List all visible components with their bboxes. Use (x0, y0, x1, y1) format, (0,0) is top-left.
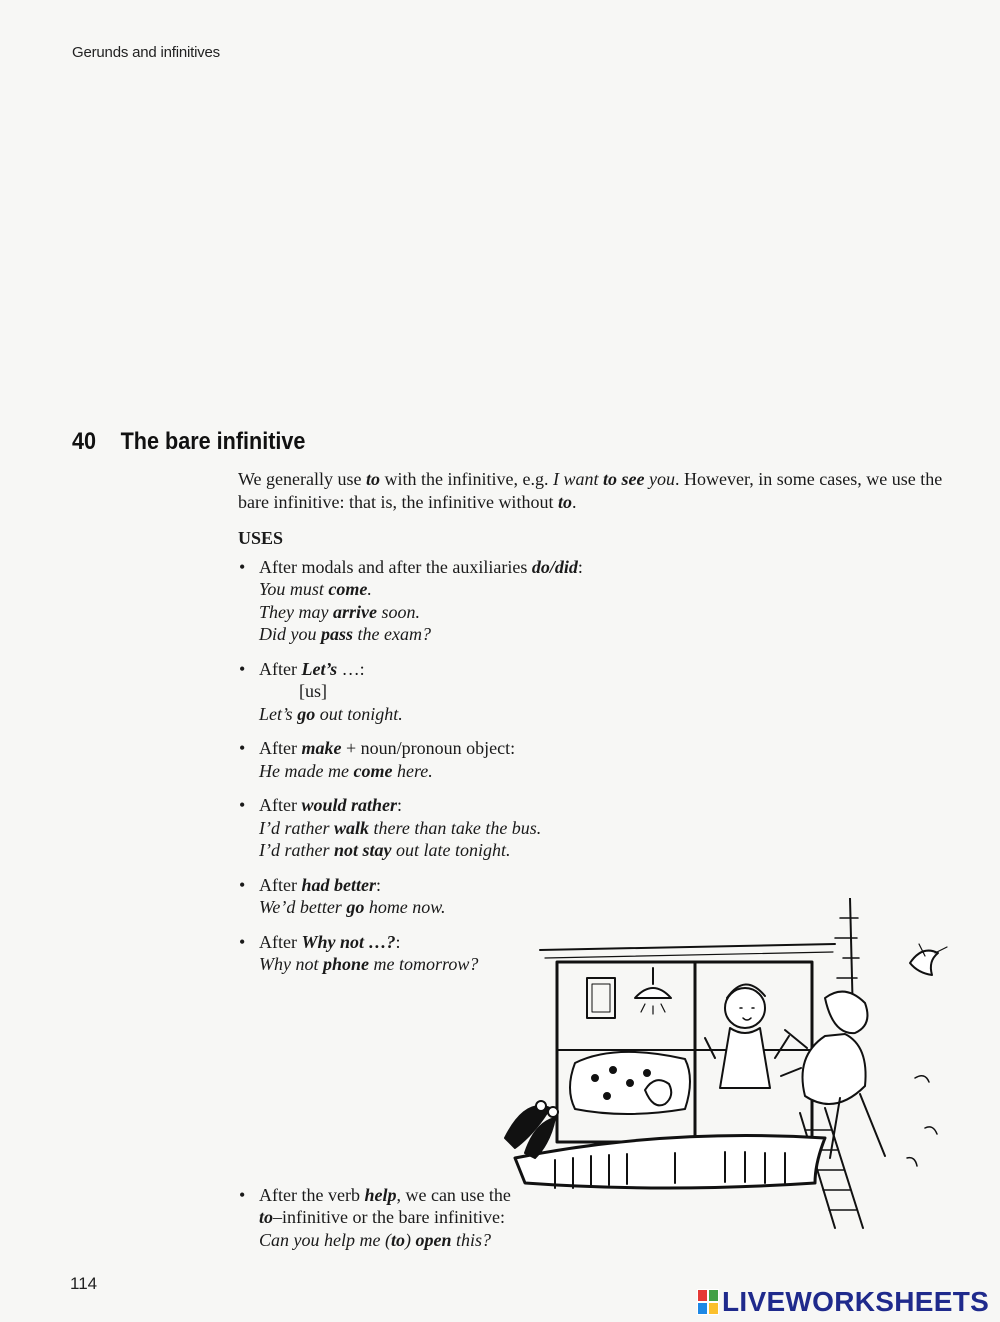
example-sentence: Let’s go out tonight. (259, 703, 403, 724)
intro-paragraph: We generally use to with the infinitive, e.g. I want to see you. However, in some cases, we use the bare infinitive: that is, the infinitive without to. (238, 469, 943, 512)
example-sentence: I’d rather not stay out late tonight. (259, 840, 511, 860)
example-sentence: Did you pass the exam? (259, 624, 431, 644)
logo-mark-icon (697, 1289, 719, 1315)
list-item-would-rather: • After would rather: I’d rather walk there than take the bus. I’d rather not stay out late tonight. (238, 794, 948, 862)
example-sentence: He made me come here. (259, 760, 433, 781)
cartoon-window-scene-illustration (495, 898, 965, 1233)
list-item-make: • After make + noun/pronoun object: He made me come here. (238, 737, 948, 782)
example-sentence: Why not phone me tomorrow? (259, 954, 479, 974)
list-item-why-not: • After Why not …?: Why not phone me tomorrow? (238, 931, 948, 976)
running-header: Gerunds and infinitives (72, 44, 220, 61)
example-sentence: We’d better go home now. (259, 897, 446, 917)
uses-heading: USES (238, 528, 284, 548)
example-sentence: You must come. (259, 579, 372, 599)
section-heading (72, 428, 305, 456)
logo-text: LIVEWORKSHEETS (722, 1286, 990, 1317)
list-item-lets: • After Let’s …: [us] Let’s go out tonight. (238, 658, 948, 726)
list-item-help: • After the verb help, we can use the to–infinitive or the bare infinitive: Can you help me (to) open this? (238, 1184, 948, 1252)
list-item-had-better: • After had better: We’d better go home now. (238, 874, 948, 919)
example-sentence: I’d rather walk there than take the bus. (259, 817, 542, 838)
section-number: 40 (72, 428, 97, 455)
example-sentence: Can you help me (to) open this? (259, 1229, 491, 1250)
example-sentence: They may arrive soon. (259, 601, 420, 622)
bracket-tag: [us] (299, 681, 327, 701)
page-number: 114 (70, 1274, 98, 1293)
list-item-modals: • After modals and after the auxiliaries do/did: You must come. They may arrive soon. Did you pass the exam? (238, 556, 948, 646)
section-title: The bare infinitive (120, 428, 306, 455)
liveworksheets-logo[interactable] (697, 1286, 989, 1318)
